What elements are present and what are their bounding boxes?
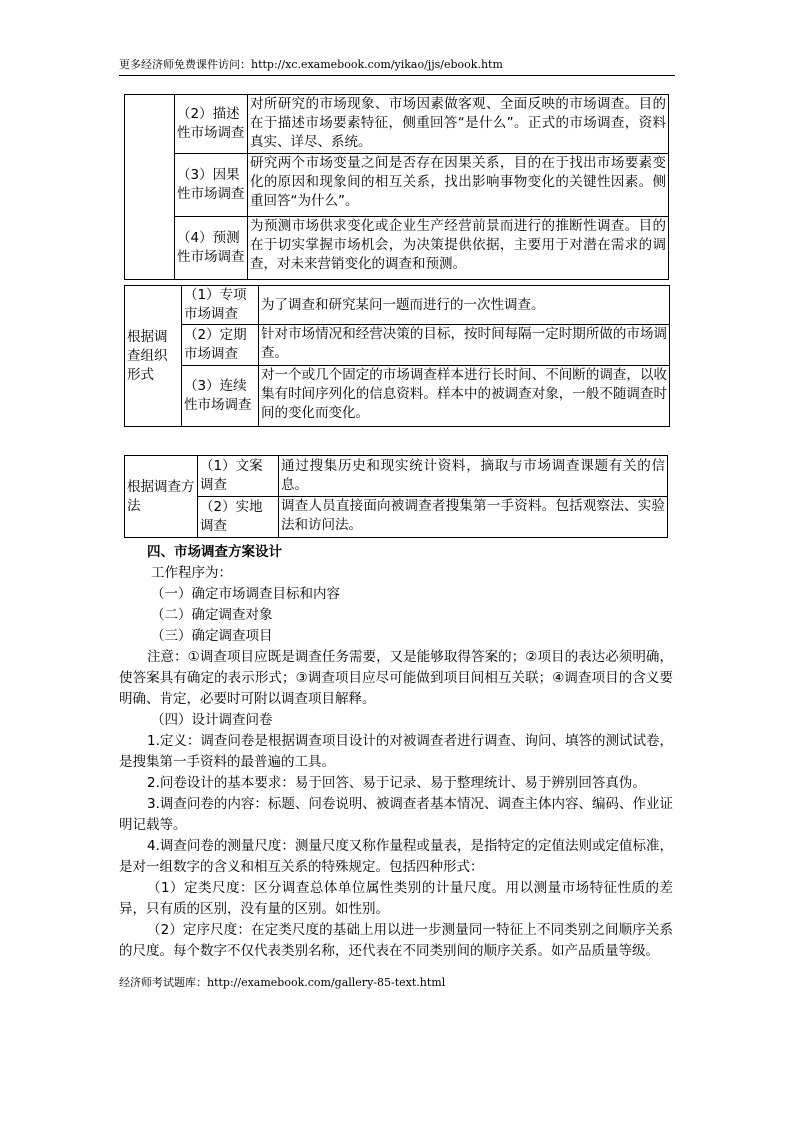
type-name-cell: （1）文案调查 [198, 456, 279, 497]
type-name-cell: （2）描述性市场调查 [175, 95, 248, 154]
paragraph: 2.问卷设计的基本要求：易于回答、易于记录、易于整理统计、易于辨别回答真伪。 [147, 775, 646, 791]
paragraph: 1.定义：调查问卷是根据调查项目设计的对被调查者进行调查、询问、填答的测试试卷，是搜集第一手资料的最普遍的工具。 [119, 733, 673, 770]
paragraph: 4.调查问卷的测量尺度：测量尺度又称作量程或量表，是指特定的定值法则或定值标准，是对一组数字的含义和相互关系的特殊规定。包括四种形式： [119, 838, 673, 875]
type-desc-cell: 针对市场情况和经营决策的目标，按时间每隔一定时期所做的市场调查。 [259, 325, 670, 366]
table-row [125, 497, 668, 538]
method-table [124, 455, 668, 538]
category-cell-empty [125, 95, 175, 280]
type-name-cell: （3）连续性市场调查 [182, 366, 259, 427]
type-desc-cell: 研究两个市场变量之间是否存在因果关系，目的在于找出市场要素变化的原因和现象间的相互关系，找出影响事物变化的关键性因素。侧重回答“为什么”。 [248, 154, 669, 217]
main-text [119, 542, 673, 962]
type-desc-cell: 调查人员直接面向被调查者搜集第一手资料。包括观察法、实验法和访问法。 [279, 497, 668, 538]
table-row [125, 286, 670, 325]
table-row [125, 366, 670, 427]
step-item: （二）确定调查对象 [151, 607, 273, 623]
paragraph: 工作程序为： [151, 565, 232, 581]
paragraph: 3.调查问卷的内容：标题、问卷说明、被调查者基本情况、调查主体内容、编码、作业证明记载等。 [119, 796, 673, 833]
paragraph: 注意：①调查项目应既是调查任务需要，又是能够取得答案的；②项目的表达必须明确，使答案具有确定的表示形式；③调查项目应尽可能做到项目间相互关联；④调查项目的含义要明确、肯定，必要时可附以调查项目解释。 [119, 649, 673, 707]
type-name-cell: （4）预测性市场调查 [175, 217, 248, 280]
type-name-cell: （2）实地调查 [198, 497, 279, 538]
category-cell: 根据调查方法 [125, 456, 198, 538]
step-item: （三）确定调查项目 [151, 628, 273, 644]
category-cell: 根据调查组织形式 [125, 286, 182, 427]
page-header: 更多经济师免费课件访问：http://xc.examebook.com/yikao/jjs/ebook.htm [119, 58, 675, 76]
type-name-cell: （1）专项市场调查 [182, 286, 259, 325]
type-desc-cell: 为预测市场供求变化或企业生产经营前景而进行的推断性调查。目的在于切实掌握市场机会，为决策提供依据，主要用于对潜在需求的调查，对未来营销变化的调查和预测。 [248, 217, 669, 280]
step-item: （一）确定市场调查目标和内容 [151, 586, 340, 602]
type-desc-cell: 为了调查和研究某问一题而进行的一次性调查。 [259, 286, 670, 325]
table-row [125, 217, 669, 280]
section-title: 四、市场调查方案设计 [147, 544, 282, 560]
table-row [125, 95, 669, 154]
type-desc-cell: 对一个或几个固定的市场调查样本进行长时间、不间断的调查，以收集有时间序列化的信息资料。样本中的被调查对象，一般不随调查时间的变化而变化。 [259, 366, 670, 427]
type-name-cell: （3）因果性市场调查 [175, 154, 248, 217]
research-purpose-table [124, 94, 669, 280]
paragraph: （2）定序尺度：在定类尺度的基础上用以进一步测量同一特征上不同类别之间顺序关系的尺度。每个数字不仅代表类别名称，还代表在不同类别间的顺序关系。如产品质量等级。 [119, 922, 673, 959]
step-item: （四）设计调查问卷 [151, 712, 273, 728]
organization-form-table [124, 285, 670, 427]
table-row [125, 325, 670, 366]
paragraph: （1）定类尺度：区分调查总体单位属性类别的计量尺度。用以测量市场特征性质的差异，只有质的区别，没有量的区别。如性别。 [119, 880, 673, 917]
type-desc-cell: 通过搜集历史和现实统计资料，摘取与市场调查课题有关的信息。 [279, 456, 668, 497]
type-name-cell: （2）定期市场调查 [182, 325, 259, 366]
page-footer: 经济师考试题库：http://examebook.com/gallery-85-text.html [119, 976, 446, 989]
table-row [125, 154, 669, 217]
table-row [125, 456, 668, 497]
type-desc-cell: 对所研究的市场现象、市场因素做客观、全面反映的市场调查。目的在于描述市场要素特征，侧重回答“是什么”。正式的市场调查，资料真实、详尽、系统。 [248, 95, 669, 154]
